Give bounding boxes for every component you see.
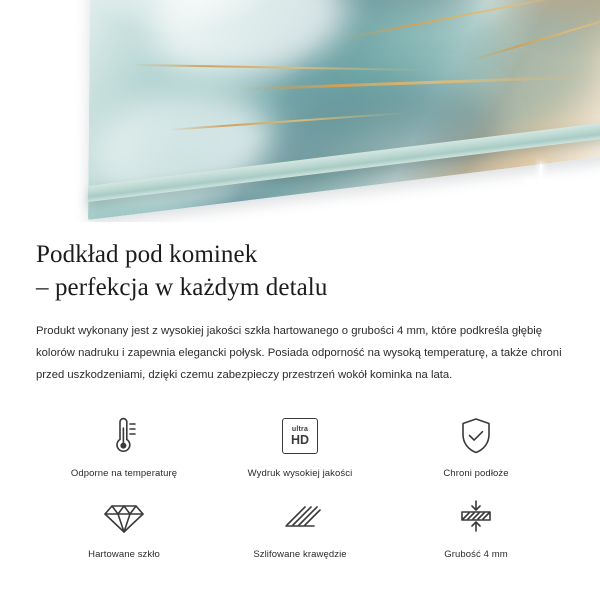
feature-item-tempered-glass — [36, 493, 212, 560]
feature-label: Grubość 4 mm — [444, 549, 508, 560]
feature-item-thickness — [388, 493, 564, 560]
feature-label: Szlifowane krawędzie — [253, 549, 347, 560]
ultra-hd-icon — [282, 412, 318, 460]
thickness-arrows-icon — [454, 493, 498, 541]
feature-label: Chroni podłoże — [443, 468, 509, 479]
page-title-line-1: Podkład pod kominek — [36, 241, 258, 268]
polished-edges-icon — [279, 493, 321, 541]
hero-product-image — [0, 0, 600, 222]
feature-label: Hartowane szkło — [88, 549, 160, 560]
sparkle-icon — [524, 164, 558, 198]
ultra-hd-bottom-text: HD — [290, 432, 310, 447]
feature-item-print-quality — [212, 412, 388, 479]
feature-item-surface-protection — [388, 412, 564, 479]
feature-grid — [36, 412, 564, 560]
shield-check-icon — [455, 412, 497, 460]
content-area — [0, 238, 600, 560]
description-paragraph: Produkt wykonany jest z wysokiej jakości szkła hartowanego o grubości 4 mm, które podkreśla głębię kolorów nadruku i zapewnia elegancki połysk. Posiada odporność na wysoką temperaturę, a także chroni przed uszkodzeniami, dzięki czemu zabezpieczy przestrzeń wokół kominka na lata. — [36, 325, 562, 381]
sparkle-icon — [552, 186, 572, 206]
thermometer-icon — [104, 412, 144, 460]
page-title-line-2: – perfekcja w każdym detalu — [36, 274, 328, 301]
ultra-hd-top-text: ultra — [291, 425, 309, 433]
feature-label: Wydruk wysokiej jakości — [247, 468, 353, 479]
feature-item-polished-edges — [212, 493, 388, 560]
page-title — [36, 238, 564, 304]
feature-item-temperature — [36, 412, 212, 479]
diamond-icon — [102, 493, 146, 541]
feature-label: Odporne na temperaturę — [70, 468, 178, 479]
